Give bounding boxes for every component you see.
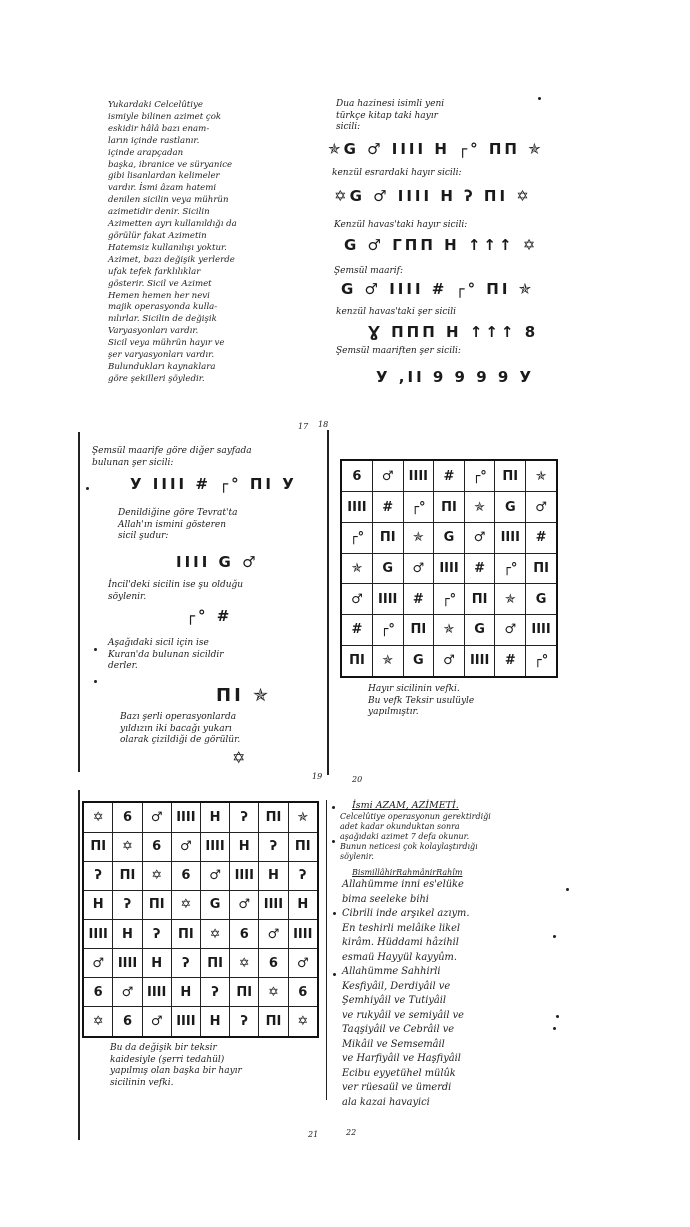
text-line: bulunan şer sicili: [92,457,174,468]
grid-cell: ʔ [113,890,142,919]
grid-cell: H [200,802,229,832]
text-line: sicili: [336,122,361,133]
text-line: Azimetten ayrı kullanıldığı da [108,219,237,230]
seal-dua-hazinesi: ✯G ♂ IIII H ┌° ΠΠ ✯ [328,140,544,158]
seal-semsul-maarif: G ♂ IIII # ┌° ΠΙ ✯ [341,280,535,298]
text-line: yıldızın iki bacağı yukarı [120,723,232,734]
text-line: ve Harfiyâil ve Haşfiyâil [342,1053,461,1064]
grid-cell: IIII [200,832,229,861]
grid-cell: G [372,553,403,584]
text-line: Kuran'da bulunan sicildir [108,649,224,660]
text-line: Şemsül maarife göre diğer sayfada [92,446,252,456]
grid-cell: 6 [341,460,372,492]
grid-cell: IIII [341,492,372,523]
grid-cell: ✯ [464,492,495,523]
text-line: Varyasyonları vardır. [108,326,199,337]
grid-row [83,1007,318,1037]
grid-cell: ΠΙ [83,832,113,861]
grid-cell: # [372,492,403,523]
p22-body [342,878,572,1110]
grid-cell: ┌° [372,615,403,646]
grid-cell: 6 [113,802,142,832]
grid-row [83,802,318,832]
grid-cell: ΠΙ [230,978,259,1007]
grid-cell: # [464,553,495,584]
text-line: esmaü Hayyül kayyûm. [342,951,457,963]
grid-cell: ♂ [142,1007,171,1037]
grid-cell: ✯ [434,615,465,646]
p19-para-kuran [108,638,318,673]
grid-cell: ♂ [434,645,465,677]
grid-cell: IIII [403,460,434,492]
grid-cell: ┌° [526,645,557,677]
text-line: Şemhiyâil ve Tutiyâil [342,995,447,1006]
grid-cell: G [526,584,557,615]
text-line: söylenir. [340,852,374,861]
grid-row [83,978,318,1007]
page-number-22: 22 [346,1128,357,1137]
caption-line: Bu da değişik bir teksir [110,1043,217,1053]
page-number-20: 20 [352,775,363,784]
text-line: başka, ibranice ve süryanice [108,159,233,170]
grid-cell: ʔ [259,832,288,861]
text-line: Taqşiyâil ve Cebrâil ve [342,1024,455,1035]
grid-cell: ΠΙ [495,460,526,492]
seal-kuran: ΠΙ ✯ [216,685,272,706]
seal-semsul-maarif-ser-2: У IIII # ┌° ΠΙ У [130,475,297,493]
text-line: ala kazai havayici [342,1096,430,1108]
grid-cell: ┌° [495,553,526,584]
grid-cell: ΠΙ [259,1007,288,1037]
grid-cell: ʔ [171,949,200,978]
grid-cell: ʔ [230,1007,259,1037]
grid-cell: ΠΙ [526,553,557,584]
grid-cell: ΠΙ [341,645,372,677]
p19-para-incil [108,580,318,603]
grid-cell: ✡ [171,890,200,919]
hayir-vefk-grid [340,459,558,678]
grid-cell: ΠΙ [113,861,142,890]
grid-cell: 6 [113,1007,142,1037]
text-line: vardır. İsmi âzam hatemi [108,183,217,194]
text-line: Sicil veya mührün hayır ve [108,338,225,349]
grid-cell: H [113,919,142,948]
p19-intro [92,446,322,469]
text-line: bima seeleke bihi [342,893,429,905]
text-line: söylenir. [108,591,147,602]
caption-line: sicilinin vefki. [110,1077,174,1088]
p20-caption [368,684,558,719]
grid-cell: ♂ [171,832,200,861]
grid-cell: H [200,1007,229,1037]
grid-row [341,645,557,677]
grid-cell: H [259,861,288,890]
caption-line: Hayır sicilinin vefki. [368,684,460,694]
grid-cell: IIII [288,919,318,948]
p22-besmele: BismillâhirRahmânirRahîm [352,868,463,877]
margin-dot [86,487,89,490]
page-number-18: 18 [318,420,329,429]
page-number-21: 21 [308,1130,319,1139]
grid-cell: 6 [171,861,200,890]
text-line: eskidir hâlâ bazı enam- [108,123,210,134]
seal-kenzul-havas-hayir: G ♂ ΓΠΠ H ↑↑↑ ✡ [344,236,539,254]
margin-dot [538,97,541,100]
label-kenzul-esrar: kenzül esrardaki hayır sicili: [332,168,462,178]
grid-cell: ✡ [200,919,229,948]
text-line: sicil şudur: [118,531,169,542]
grid-cell: ♂ [142,802,171,832]
text-line: şer varyasyonları vardır. [108,350,215,361]
margin-dot [332,840,335,843]
text-line: derler. [108,661,138,672]
grid-cell: ♂ [372,460,403,492]
text-line: denilen sicilin veya mührün [108,195,229,206]
text-line: gibi lisanlardan kelimeler [108,171,220,182]
grid-row [83,861,318,890]
grid-cell: ♂ [341,584,372,615]
grid-cell: ✯ [495,584,526,615]
grid-row [341,492,557,523]
text-line: En teshirli melâike likel [342,922,461,934]
seal-kenzul-esrar: ✡G ♂ IIII H ʔ ΠΙ ✡ [334,187,532,205]
text-line: Aşağıdaki sicil için ise [108,638,209,648]
grid-cell: ✯ [288,802,318,832]
grid-cell: H [288,890,318,919]
grid-row [341,553,557,584]
margin-dot [566,888,569,891]
grid-cell: IIII [372,584,403,615]
grid-cell: ┌° [464,460,495,492]
grid-cell: 6 [288,978,318,1007]
grid-cell: ♂ [526,492,557,523]
grid-row [341,460,557,492]
grid-row [341,522,557,553]
grid-cell: ♂ [403,553,434,584]
text-line: ların içinde rastlanır. [108,135,200,146]
text-line: azimetidir denir. Sicilin [108,207,210,218]
p17-right-intro [336,99,536,134]
label-kenzul-havas-ser: kenzül havas'taki şer sicili [336,307,457,317]
text-line: Denildiğine göre Tevrat'ta [118,508,238,518]
text-line: Azimet, bazı değişik yerlerde [108,254,235,265]
text-line: görülür fakat Azimetin [108,230,207,241]
margin-dot [94,680,97,683]
text-line: nılırlar. Sicilin de değişik [108,314,217,325]
grid-cell: ✡ [230,949,259,978]
grid-cell: IIII [171,802,200,832]
grid-row [341,615,557,646]
grid-cell: H [171,978,200,1007]
text-line: adet kadar okunduktan sonra [340,822,460,831]
grid-cell: IIII [171,1007,200,1037]
p22-title: İsmi AZAM, AZİMETİ. [352,800,459,811]
grid-cell: ΠΙ [171,919,200,948]
grid-cell: IIII [259,890,288,919]
grid-cell: # [495,645,526,677]
seal-tevrat: IIII G ♂ [176,553,259,571]
grid-cell: ┌° [341,522,372,553]
grid-cell: H [83,890,113,919]
text-line: Bazı şerli operasyonlarda [120,712,237,722]
grid-cell: 6 [259,949,288,978]
seal-incil: ┌° # [186,607,233,625]
grid-cell: ✯ [526,460,557,492]
text-line: içinde arapçadan [108,147,184,158]
vertical-divider-bottom [326,800,327,1100]
margin-dot [333,912,336,915]
text-line: Allah'ın ismini gösteren [118,519,227,530]
grid-cell: # [403,584,434,615]
grid-cell: IIII [495,522,526,553]
grid-cell: ┌° [434,584,465,615]
grid-cell: ʔ [142,919,171,948]
seal-kenzul-havas-ser: Ɣ ΠΠΠ H ↑↑↑ 8 [368,323,539,341]
grid-cell: ✡ [83,802,113,832]
page-number-19: 19 [312,772,323,781]
teksir-vefk-grid [82,801,319,1038]
grid-cell: # [434,460,465,492]
grid-cell: IIII [464,645,495,677]
p17-left-text [108,100,308,386]
grid-cell: IIII [230,861,259,890]
margin-dot [553,1027,556,1030]
left-margin-line [78,432,80,772]
text-line: Mikâil ve Semsemâil [342,1038,445,1050]
grid-cell: # [341,615,372,646]
left-margin-line-bottom [78,790,80,1140]
text-line: Bunun neticesi çok kolaylaştırdığı [340,842,478,851]
grid-row [83,949,318,978]
p21-caption [110,1043,320,1089]
grid-cell: ΠΙ [434,492,465,523]
text-line: Allahümme Sahhirli [342,966,441,977]
grid-cell: 6 [142,832,171,861]
grid-row [83,832,318,861]
text-line: majik operasyonda kulla- [108,302,218,313]
text-line: Ecibu eyyetühel mülûk [342,1067,456,1079]
text-line: İncil'deki sicilin ise şu olduğu [108,580,244,590]
text-line: Kesfiyâil, Derdiyâil ve [342,980,451,992]
grid-cell: G [403,645,434,677]
grid-cell: G [495,492,526,523]
margin-dot [332,806,335,809]
text-line: ve rukyâil ve semiyâil ve [342,1009,464,1021]
margin-dot [556,1015,559,1018]
grid-cell: ʔ [200,978,229,1007]
grid-cell: # [526,522,557,553]
grid-cell: IIII [434,553,465,584]
grid-row [83,919,318,948]
text-line: Cibrili inde arşıkel azıym. [342,908,470,919]
margin-dot [333,973,336,976]
grid-cell: ♂ [288,949,318,978]
p19-para-serli [120,712,330,747]
grid-cell: G [200,890,229,919]
grid-cell: ✯ [372,645,403,677]
margin-dot [553,935,556,938]
grid-cell: ♂ [113,978,142,1007]
grid-cell: ΠΙ [464,584,495,615]
caption-line: Bu vefk Teksir usulüyle [368,695,475,706]
label-semsul-maariften-ser: Şemsül maariften şer sicili: [336,346,461,356]
grid-cell: 6 [83,978,113,1007]
grid-cell: ✯ [403,522,434,553]
caption-line: yapılmış olan başka bir hayır [110,1066,242,1077]
grid-cell: ♂ [259,919,288,948]
text-line: ismiyle bilinen azimet çok [108,111,222,122]
grid-cell: ΠΙ [288,832,318,861]
grid-cell: 6 [230,919,259,948]
grid-row [83,890,318,919]
p22-intro [340,812,570,862]
grid-cell: ✡ [83,1007,113,1037]
grid-cell: ʔ [83,861,113,890]
text-line: Dua hazinesi isimli yeni [336,99,445,109]
grid-cell: ΠΙ [403,615,434,646]
grid-cell: ♂ [464,522,495,553]
text-line: Celcelûtiye operasyonun gerektirdiği [340,812,491,821]
grid-cell: ✡ [259,978,288,1007]
grid-cell: ΠΙ [142,890,171,919]
grid-cell: IIII [113,949,142,978]
page-number-17: 17 [298,422,309,431]
text-line: kirâm. Hüddami hâzihil [342,937,459,948]
text-line: Yukardaki Celcelûtiye [108,100,203,110]
grid-cell: ♂ [200,861,229,890]
caption-line: kaidesiyle (şerri tedahül) [110,1054,225,1065]
text-line: aşağıdaki azimet 7 defa okunur. [340,832,470,841]
grid-cell: ΠΙ [200,949,229,978]
grid-cell: ΠΙ [372,522,403,553]
grid-cell: IIII [142,978,171,1007]
grid-cell: ʔ [230,802,259,832]
grid-cell: H [142,949,171,978]
grid-cell: H [230,832,259,861]
seal-semsul-maariften-ser: У ,II 9 9 9 9 У [376,368,535,386]
label-semsul-maarif: Şemsül maarif: [334,266,403,276]
caption-line: yapılmıştır. [368,707,419,718]
grid-cell: ✡ [113,832,142,861]
grid-cell: ΠΙ [259,802,288,832]
seal-star-inverted: ✡ [232,748,249,767]
grid-cell: IIII [526,615,557,646]
text-line: Hatemsiz kullanılışı yoktur. [108,242,227,253]
text-line: türkçe kitap taki hayır [336,110,438,121]
grid-cell: ✡ [142,861,171,890]
text-line: ver rüesaül ve ümerdi [342,1082,452,1093]
grid-cell: G [434,522,465,553]
grid-cell: ┌° [403,492,434,523]
grid-cell: ♂ [230,890,259,919]
p19-para-tevrat [118,508,318,543]
text-line: olarak çizildiği de görülür. [120,735,241,746]
grid-cell: ♂ [495,615,526,646]
text-line: Hemen hemen her nevi [108,290,210,301]
text-line: göre şekilleri şöyledir. [108,373,205,384]
grid-cell: ✯ [341,553,372,584]
text-line: Allahümme inni es'elüke [342,879,464,890]
grid-cell: ♂ [83,949,113,978]
grid-cell: IIII [83,919,113,948]
grid-cell: ʔ [288,861,318,890]
text-line: Bulundukları kaynaklara [108,361,216,372]
text-line: ufak tefek farklılıklar [108,266,201,277]
text-line: gösterir. Sicil ve Azimet [108,278,212,289]
margin-dot [94,648,97,651]
grid-cell: ✡ [288,1007,318,1037]
grid-row [341,584,557,615]
label-kenzul-havas-hayir: Kenzül havas'taki hayır sicili: [334,220,468,230]
grid-cell: G [464,615,495,646]
